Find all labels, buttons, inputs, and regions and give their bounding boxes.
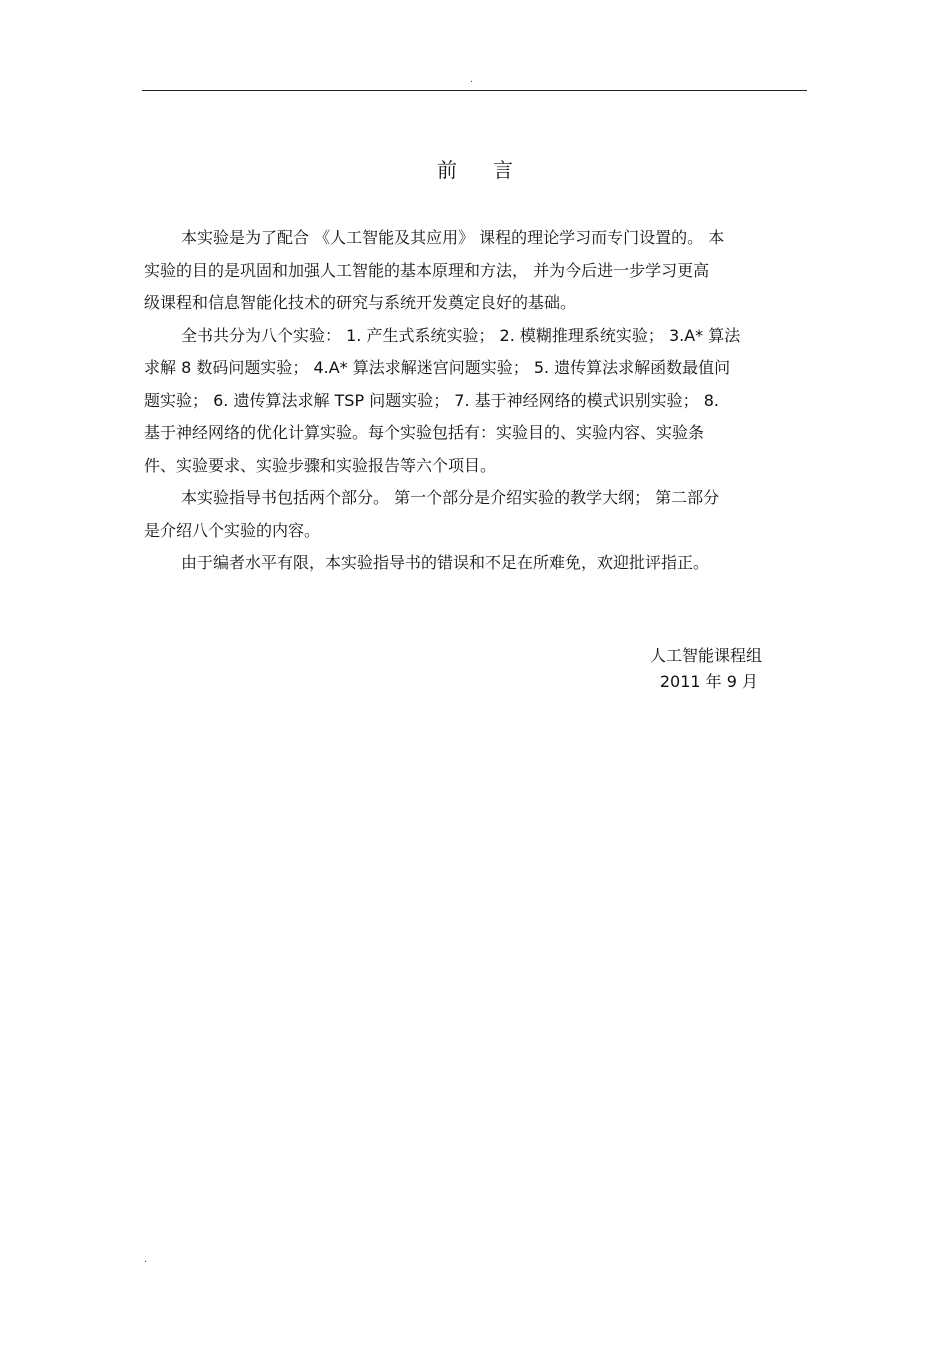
signature-org: 人工智能课程组 (649, 646, 762, 665)
page-title (0, 154, 950, 183)
paragraph-1-line: 实验的目的是巩固和加强人工智能的基本原理和方法， 并为今后进一步学习更高 (144, 260, 710, 280)
paragraph-2-line: 件、实验要求、实验步骤和实验报告等六个项目。 (144, 455, 497, 475)
paragraph-4-line: 由于编者水平有限，本实验指导书的错误和不足在所难免，欢迎批评指正。 (181, 553, 710, 572)
paragraph-1-line: 级课程和信息智能化技术的研究与系统开发奠定良好的基础。 (144, 293, 577, 312)
title-char-2: 言 (493, 158, 513, 182)
signature-date: 2011 年 9 月 (659, 672, 758, 691)
paragraph-2-line: 全书共分为八个实验： 1. 产生式系统实验； 2. 模糊推理系统实验； 3.A* 算法 (181, 325, 741, 345)
header-dot: . (470, 74, 474, 85)
title-char-1: 前 (437, 158, 457, 182)
paragraph-2-line: 基于神经网络的优化计算实验。每个实验包括有：实验目的、实验内容、实验条 (144, 423, 705, 442)
paragraph-3-line: 本实验指导书包括两个部分。 第一个部分是介绍实验的教学大纲； 第二部分 (181, 488, 720, 507)
paragraph-2-line: 题实验； 6. 遗传算法求解 TSP 问题实验； 7. 基于神经网络的模式识别实验； 8. (144, 390, 719, 410)
header-rule (142, 90, 807, 91)
paragraph-1-line: 本实验是为了配合 《人工智能及其应用》 课程的理论学习而专门设置的。 本 (181, 228, 725, 247)
preface-body (144, 222, 806, 580)
paragraph-3-line: 是介绍八个实验的内容。 (144, 520, 321, 540)
footer-dot: . (144, 1254, 148, 1265)
paragraph-2-line: 求解 8 数码问题实验； 4.A* 算法求解迷宫问题实验； 5. 遗传算法求解函数最值问 (144, 358, 731, 377)
